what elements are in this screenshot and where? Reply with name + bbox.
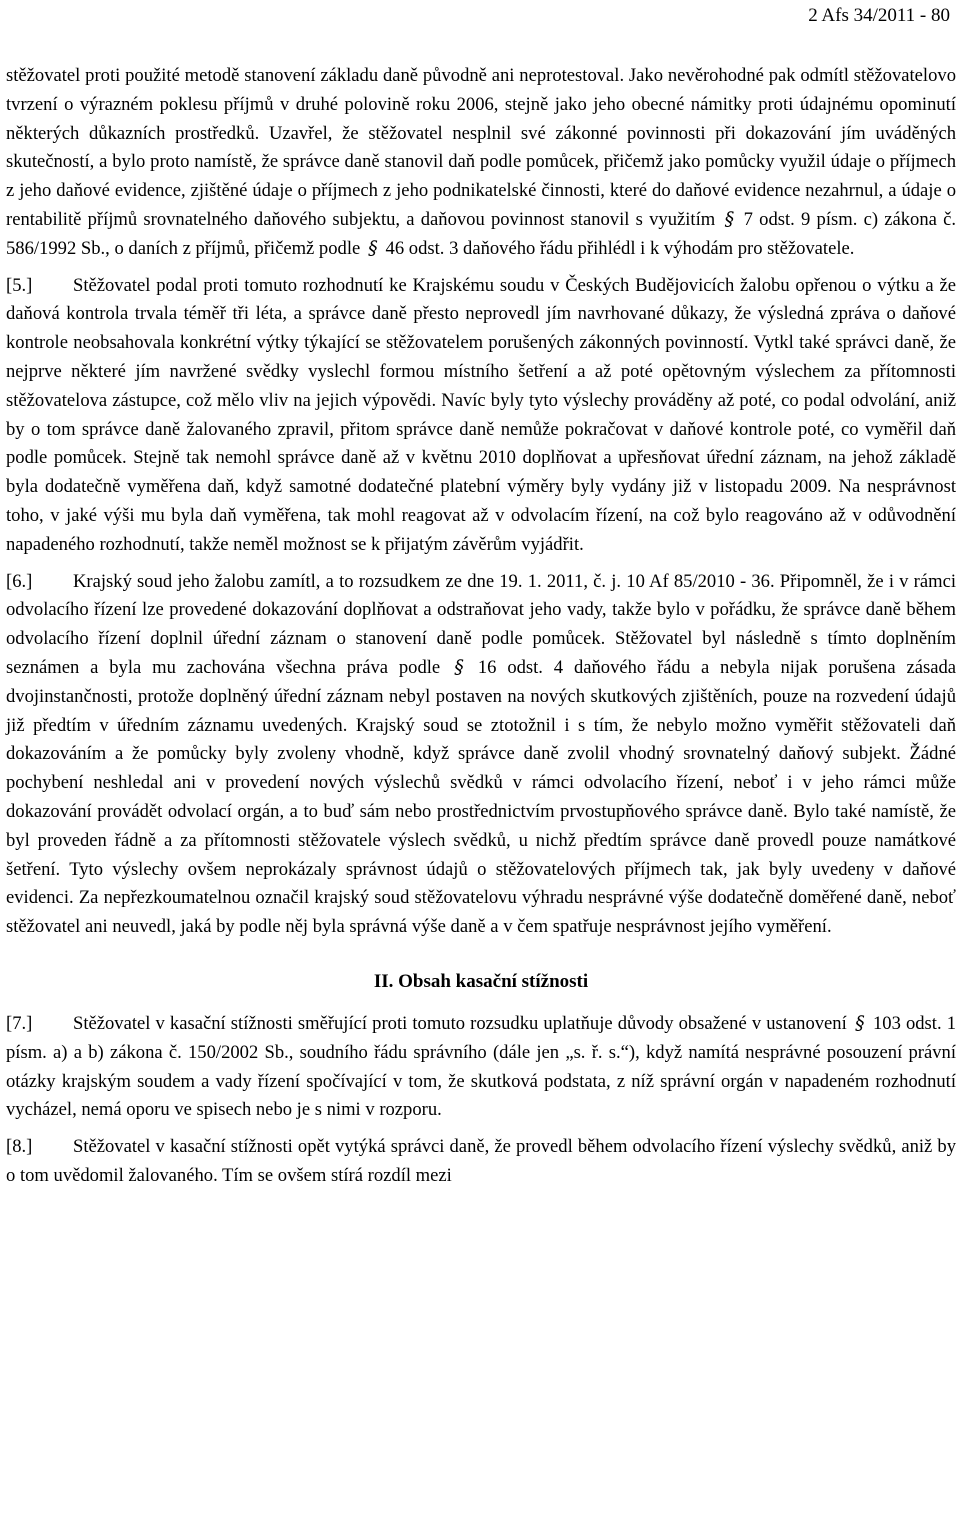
paragraph-text: Stěžovatel podal proti tomuto rozhodnutí ke Krajskému soudu v Českých Budějovicích žalobu opřenou o výtku a že daňová kontrola trvala téměř tři léta, a správce daně přesto neprovedl jím navrhované důkazy, že výsledná zpráva o daňové kontrole neobsahovala konkrétní výtky týkající se stěžovatelem porušených zákonných povinností. Vytkl také správci daně, že nejprve některé jím navržené svědky vyslechl formou místního šetření a až poté opětovným výslechem za přítomnosti stěžovatelova zástupce, což mělo vliv na jejich výpovědi. Navíc byly tyto výslechy prováděny až poté, co podal odvolání, aniž by o tom správce daně žalovaného zpravil, přitom správce daně nemůže pokračovat v daňové kontrole poté, co vyměřil daň podle pomůcek. Stejně tak nemohl správce daně až v květnu 2010 doplňovat a upřesňovat úřední záznam, na jehož základě byla dodatečně vyměřena daň, když samotné dodatečné platební výměry byly vydány již v listopadu 2009. Na nesprávnost toho, v jaké výši mu byla daň vyměřena, tak mohl reagovat až v odvolacím řízení, na což bylo reagováno až v odůvodnění napadeného rozhodnutí, takže neměl možnost se k přijatým závěrům vyjádřit. bbox=[6, 274, 956, 555]
page-reference: 2 Afs 34/2011 - 80 bbox=[808, 5, 950, 26]
paragraph-text: stěžovatel proti použité metodě stanovení základu daně původně ani neprotestoval. Jako nevěrohodné pak odmítl stěžovatelovo tvrzení o výrazném poklesu příjmů v druhé polovině roku 2006, stejně jako jeho obecné námitky proti údajnému opominutí některých důkazních prostředků. Uzavřel, že stěžovatel nesplnil své zákonné povinnosti při dokazování jím uváděných skutečností, a bylo proto namístě, že správce daně stanovil daň podle pomůcek, přičemž jako pomůcky využil údaje o příjmech z jeho daňové evidence, zjištěné údaje o příjmech z jeho podnikatelské činnosti, které do daňové evidence nezahrnul, a údaje o rentabilitě příjmů srovnatelného daňového subjektu, a daňovou povinnost stanovil s využitím bbox=[6, 65, 956, 230]
paragraph-text: 46 odst. 3 daňového řádu přihlédl i k výhodám pro stěžovatele. bbox=[380, 237, 855, 259]
paragraph-text: Krajský soud jeho žalobu zamítl, a to rozsudkem ze dne 19. 1. 2011, č. j. 10 Af 85/2010 - 36. Připomněl, že i v rámci odvolacího řízení lze provedené dokazování doplňovat a odstraňovat jeho vady, takže bylo v pořádku, že správce daně během odvolacího řízení doplnil úřední záznam o stanovení daně podle pomůcek. Stěžovatel byl následně s tímto doplněním seznámen a byla mu zachována všechna práva podle bbox=[6, 570, 956, 678]
paragraph-text: 7 odst. 9 písm. c) zákona č. 586/1992 Sb., o daních z příjmů, přičemž podle bbox=[6, 208, 956, 259]
paragraph-8 bbox=[6, 1133, 956, 1191]
paragraph-6 bbox=[6, 568, 956, 942]
paragraph-number: [7.] bbox=[6, 1012, 33, 1034]
paragraph-7 bbox=[6, 1010, 956, 1125]
paragraph-text: 16 odst. 4 daňového řádu a nebyla nijak porušena zásada dvojinstančnosti, protože doplněný úřední záznam nebyl postaven na nových skutkových zjištěních, pouze na rozvedení údajů již předtím v úředním záznamu uvedených. Krajský soud se ztotožnil i s tím, že nebylo možno vyměřit stěžovateli daň dokazováním a že pomůcky byly zvoleny vhodně, když správce daně zvolil vhodný srovnatelný daňový subjekt. Žádné pochybení neshledal ani v provedení nových výslechů svědků v rámci odvolacího řízení, neboť i v jeho rámci může dokazování provádět odvolací orgán, a to buď sám nebo prostřednictvím prvostupňového správce daně. Bylo také namístě, že byl proveden řádně a za přítomnosti stěžovatele výslech svědků, u nichž předtím správce daně provedl pouze namátkové šetření. Tyto výslechy ovšem neprokázaly správnost údajů o stěžovatelových příjmech tak, jak byly uvedeny v daňové evidenci. Za nepřezkoumatelnou označil krajský soud stěžovatelovu výhradu nesprávné výše dodatečně doměřené daně, neboť stěžovatel ani neuvedl, jaká by podle něj byla správná výše daně a v čem spatřuje nesprávnost jejího vyměření. bbox=[6, 656, 956, 938]
paragraph-text: Stěžovatel v kasační stížnosti opět vytýká správci daně, že provedl během odvolacího řízení výslechy svědků, aniž by o tom uvědomil žalovaného. Tím se ovšem stírá rozdíl mezi bbox=[6, 1136, 956, 1186]
paragraph-number: [8.] bbox=[6, 1136, 33, 1158]
section-sign-icon: § bbox=[454, 656, 464, 678]
section-sign-icon: § bbox=[724, 208, 735, 230]
paragraph-4-continued bbox=[6, 62, 956, 264]
section-sign-icon: § bbox=[368, 237, 378, 259]
paragraph-text: 103 odst. 1 písm. a) a b) zákona č. 150/2002 Sb., soudního řádu správního (dále jen „s. ř. s.“), když namítá nesprávné posouzení právní otázky krajským soudem a vady řízení spočívající v tom, že skutková podstata, z níž správní orgán v napadeném rozhodnutí vycházel, nemá oporu ve spisech nebo je s nimi v rozporu. bbox=[6, 1012, 956, 1121]
paragraph-5 bbox=[6, 272, 956, 560]
section-heading: II. Obsah kasační stížnosti bbox=[373, 970, 589, 992]
paragraph-text: Stěžovatel v kasační stížnosti směřující proti tomuto rozsudku uplatňuje důvody obsažené v ustanovení bbox=[73, 1012, 852, 1034]
section-sign-icon: § bbox=[855, 1012, 865, 1034]
document-body bbox=[6, 62, 956, 1199]
paragraph-number: [5.] bbox=[6, 274, 33, 296]
paragraph-number: [6.] bbox=[6, 570, 33, 592]
